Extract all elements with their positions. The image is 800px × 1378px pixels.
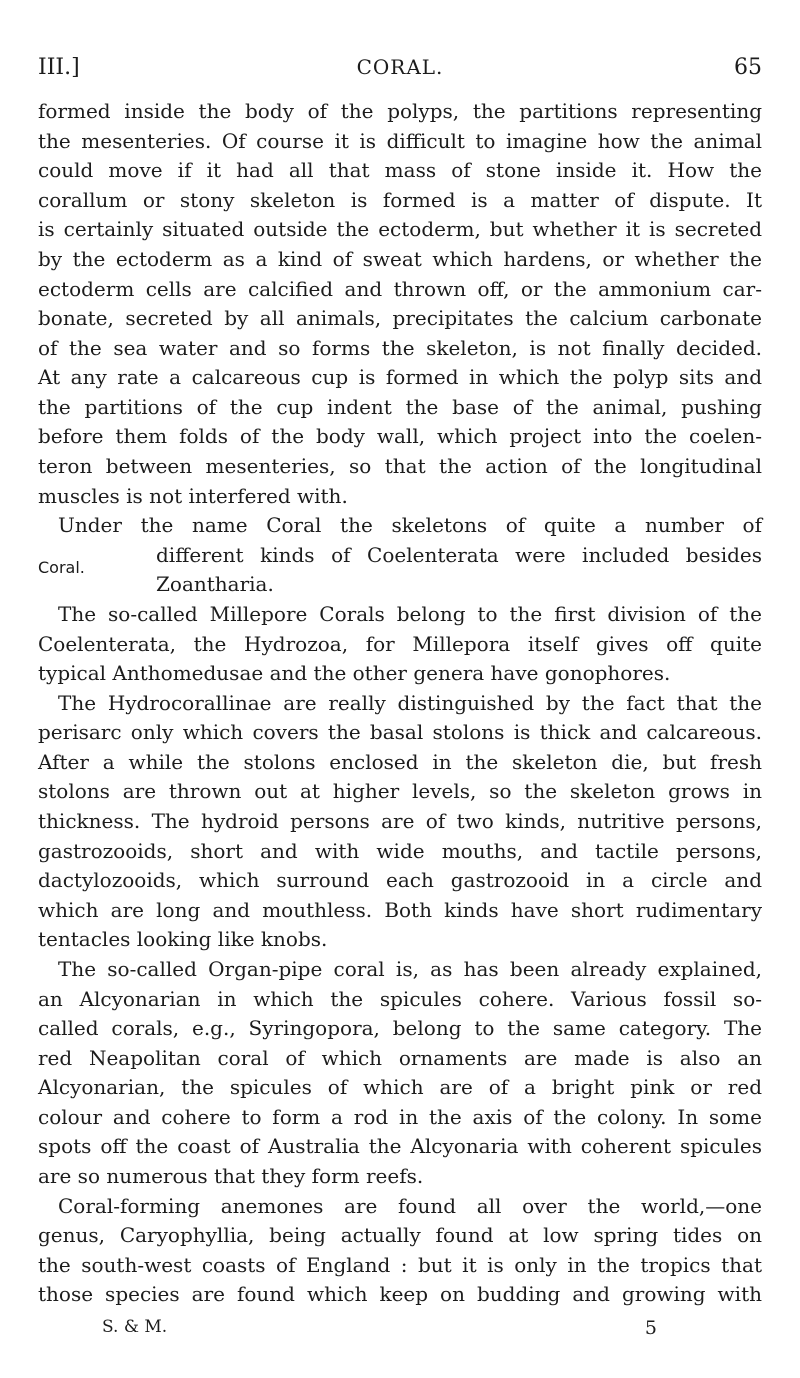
signature-mark: S. & M. [102,1317,168,1337]
text-line: Coelenterata, the Hydrozoa, for Millepora itself gives off quite [38,631,762,656]
running-title: CORAL. [356,55,444,79]
page-number: 65 [734,55,762,80]
text-line: stolons are thrown out at higher levels, so the skeleton grows in [38,779,762,804]
text-line: teron between mesenteries, so that the action of the longitudinal [38,454,762,479]
text-line: are so numerous that they form reefs. [38,1164,424,1189]
text-line: Coral-forming anemones are found all over the world,—one [58,1193,762,1218]
text-line: the mesenteries. Of course it is difficult to imagine how the animal [38,128,762,153]
text-line: different kinds of Coelenterata were included besides [156,542,762,567]
text-line: corallum or stony skeleton is formed is a matter of dispute. It [38,187,762,212]
chapter-number: III.] [38,55,80,80]
text-line: Zoantharia. [156,572,274,597]
signature-line [102,1317,657,1345]
text-line: which are long and mouthless. Both kinds have short rudimentary [38,897,762,922]
text-line: those species are found which keep on budding and growing with [38,1282,762,1307]
text-line: ectoderm cells are calcified and thrown off, or the ammonium car- [38,276,762,301]
text-line: is certainly situated outside the ectoderm, but whether it is secreted [38,217,762,242]
text-line: the partitions of the cup indent the base of the animal, pushing [38,394,762,419]
text-line: formed inside the body of the polyps, the partitions representing [38,99,762,123]
text-line: The so-called Organ-pipe coral is, as has been already explained, [58,956,762,981]
text-line: tentacles looking like knobs. [38,927,328,952]
margin-note: Coral. [38,557,85,577]
text-line: Alcyonarian, the spicules of which are of a bright pink or red [38,1075,762,1100]
text-line: The so-called Millepore Corals belong to the first division of the [58,601,762,626]
text-line: The Hydrocorallinae are really distinguished by the fact that the [58,690,762,715]
text-line: gastrozooids, short and with wide mouths, and tactile persons, [38,838,762,863]
signature-number: 5 [644,1317,657,1339]
text-line: spots off the coast of Australia the Alcyonaria with coherent spicules [38,1134,762,1159]
text-line: At any rate a calcareous cup is formed in which the polyp sits and [38,365,762,390]
text-line: colour and cohere to form a rod in the axis of the colony. In some [38,1104,762,1129]
text-line: by the ectoderm as a kind of sweat which hardens, or whether the [38,246,762,271]
text-line: an Alcyonarian in which the spicules cohere. Various fossil so- [38,986,762,1011]
text-line: After a while the stolons enclosed in the skeleton die, but fresh [38,749,762,774]
text-line: Under the name Coral the skeletons of quite a number of [58,513,762,538]
text-line: red Neapolitan coral of which ornaments are made is also an [38,1045,762,1070]
text-line: the south-west coasts of England : but it is only in the tropics that [38,1252,762,1277]
text-line: before them folds of the body wall, which project into the coelen- [38,424,762,449]
text-line: typical Anthomedusae and the other genera have gonophores. [38,661,671,686]
text-line: could move if it had all that mass of stone inside it. How the [38,158,762,183]
running-header [38,55,762,89]
text-line: muscles is not interfered with. [38,483,348,508]
text-line: of the sea water and so forms the skeleton, is not finally decided. [38,335,762,360]
text-line: perisarc only which covers the basal stolons is thick and calcareous. [38,720,762,745]
text-line: genus, Caryophyllia, being actually found at low spring tides on [38,1223,762,1248]
text-line: dactylozooids, which surround each gastrozooid in a circle and [38,868,762,893]
text-line: bonate, secreted by all animals, precipitates the calcium carbonate [38,306,762,331]
text-line: called corals, e.g., Syringopora, belong to the same category. The [38,1016,762,1041]
text-line: thickness. The hydroid persons are of two kinds, nutritive persons, [38,809,762,834]
